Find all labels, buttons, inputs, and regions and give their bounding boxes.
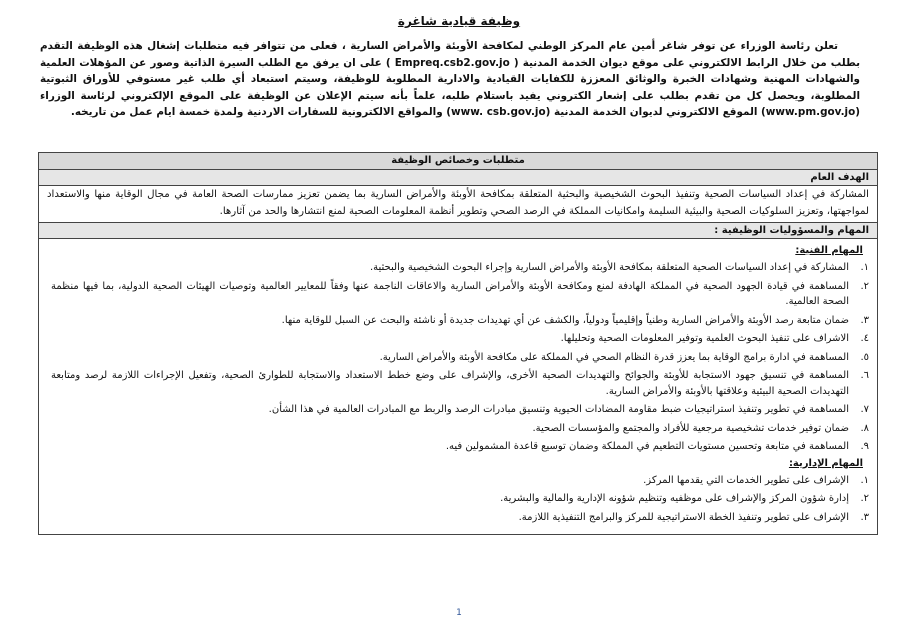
document-title: وظيفة قيادية شاغرة [397, 14, 521, 28]
list-item [47, 279, 869, 310]
item-text: ضمان متابعة رصد الأوبئة والأمراض السارية وطنياً وإقليمياً ودولياً، والكشف عن أي تهديدات جديدة أو ناشئة والبحث عن السبل للوقاية منها. [281, 314, 849, 326]
item-text: الاشراف على تنفيذ البحوث العلمية وتوفير المعلومات الصحية وتحليلها. [560, 333, 849, 344]
list-item [47, 368, 869, 399]
item-text: إدارة شؤون المركز والإشراف على موظفيه وتنظيم شؤونه الإدارية والمالية والبشرية. [500, 493, 849, 504]
item-text: الإشراف على تطوير الخدمات التي يقدمها المركز. [643, 474, 849, 486]
item-number: ٧. [860, 404, 869, 415]
item-text: المساهمة في قيادة الجهود الصحية في المملكة الهادفة لمنع ومكافحة الأوبئة والأمراض السارية والاعاقات الناجمة عنها وفقاً للمعايير العالمية وتوصيات الهيئات الصحية الدولية، بما فيها منظمة الصحة العالمية. [51, 280, 849, 307]
page-number: 1 [456, 608, 462, 618]
item-number: ٩. [860, 441, 869, 452]
admin-tasks-label: المهام الإدارية: [788, 457, 863, 469]
list-item [47, 473, 869, 489]
list-item [47, 439, 869, 455]
item-number: ٦. [860, 370, 869, 381]
table-header: متطلبات وخصائص الوظيفة [39, 153, 877, 170]
item-number: ٣. [860, 511, 869, 523]
list-item [47, 402, 869, 418]
item-number: ٢. [860, 493, 869, 504]
goal-text: المشاركة في إعداد السياسات الصحية وتنفيذ البحوث الشخيصية والبحثية المتعلقة بمكافحة الأوبئة والأمراض السارية بما يضمن تعزيز ممارسات الصحة العامة في مجال الوقاية منها والاستعداد لمواجهتها، وتعزيز السلوكيات الصحية والبيئية السليمة وامكانيات المملكة في الرصد الصحي وتطوير أنظمة المعلومات الصحية لمنع انتشارها والحد من آثارها. [39, 186, 877, 223]
item-text: المساهمة في تطوير وتنفيذ استراتيجيات ضبط مقاومة المضادات الحيوية وتنسيق مبادرات الرصد والربط مع المبادرات العالمية في هذا الشأن. [268, 404, 849, 415]
item-text: ضمان توفير خدمات تشخيصية مرجعية للأفراد والمجتمع والمؤسسات الصحية. [532, 422, 849, 434]
tasks-section [39, 239, 877, 534]
requirements-table [38, 152, 878, 535]
item-number: ١. [860, 262, 869, 273]
list-item [47, 491, 869, 507]
item-number: ٣. [860, 314, 869, 326]
goal-label: الهدف العام [39, 170, 877, 186]
intro-paragraph: تعلن رئاسة الوزراء عن توفر شاغر أمين عام المركز الوطني لمكافحة الأوبئة والأمراض السارية ، فعلى من تتوافر فيه متطلبات إشغال هذه الوظيفة التقدم بطلب من خلال الرابط الالكتروني على موقع ديوان الخدمة المدنية ( Empreq.csb2.gov.jo ) على ان يرفق مع الطلب السيرة الذاتية وصور عن المؤهلات العلمية والشهادات المهنية وشهادات الخبرة والوثائق المعززة للكفايات القيادية والادارية المطلوبة للوظيفة، وسيتم استبعاد أي طلب غير مستوفي للأوراق الثبوتية المطلوبة، ويحصل كل من تقدم بطلب على إشعار الكتروني يفيد باستلام طلبه، علماً بأنه سيتم الإعلان عن الوظيفة على الموقع الإلكتروني لرئاسة الوزراء (www.pm.gov.jo) الموقع الالكتروني لديوان الخدمة المدنية (www. csb.gov.jo) والمواقع الالكترونية للسفارات الاردنية ولمدة خمسة ايام عمل من تاريخه. [40, 40, 861, 118]
item-number: ٨. [860, 422, 869, 434]
list-item [47, 510, 869, 526]
item-number: ٥. [860, 351, 869, 363]
item-text: المساهمة في تنسيق جهود الاستجابة للأوبئة والجوائح والتهديدات الصحية الأخرى، والإشراف على وضع خطط الاستعداد والاستجابة للطوارئ الصحية، وتفعيل الإجراءات اللازمة لرصد ومتابعة التهديدات الصحية البيئية وعلاقتها بالأوبئة والأمراض السارية. [51, 370, 849, 397]
item-text: المشاركة في إعداد السياسات الصحية المتعلقة بمكافحة الأوبئة والأمراض السارية وإجراء البحوث الشخيصية والبحثية. [369, 262, 849, 273]
admin-tasks-list [47, 473, 869, 526]
list-item [47, 350, 869, 366]
item-text: المساهمة في متابعة وتحسين مستويات التطعيم في المملكة وضمان توسيع قاعدة المشمولين فيه. [445, 441, 849, 452]
item-text: الإشراف على تطوير وتنفيذ الخطة الاستراتيجية للمركز والبرامج التنفيذية اللازمة. [518, 511, 849, 523]
list-item [47, 331, 869, 347]
item-text: المساهمة في ادارة برامج الوقاية بما يعزز قدرة النظام الصحي في المملكة على مكافحة الأوبئة والأمراض السارية. [379, 351, 849, 363]
item-number: ١. [860, 474, 869, 486]
technical-tasks-label: المهام الفنية: [795, 245, 863, 256]
item-number: ٢. [860, 280, 869, 292]
list-item [47, 421, 869, 437]
list-item [47, 260, 869, 276]
technical-tasks-list [47, 260, 869, 455]
list-item [47, 313, 869, 329]
item-number: ٤. [860, 333, 869, 344]
tasks-label: المهام والمسؤوليات الوظيفية : [39, 223, 877, 239]
